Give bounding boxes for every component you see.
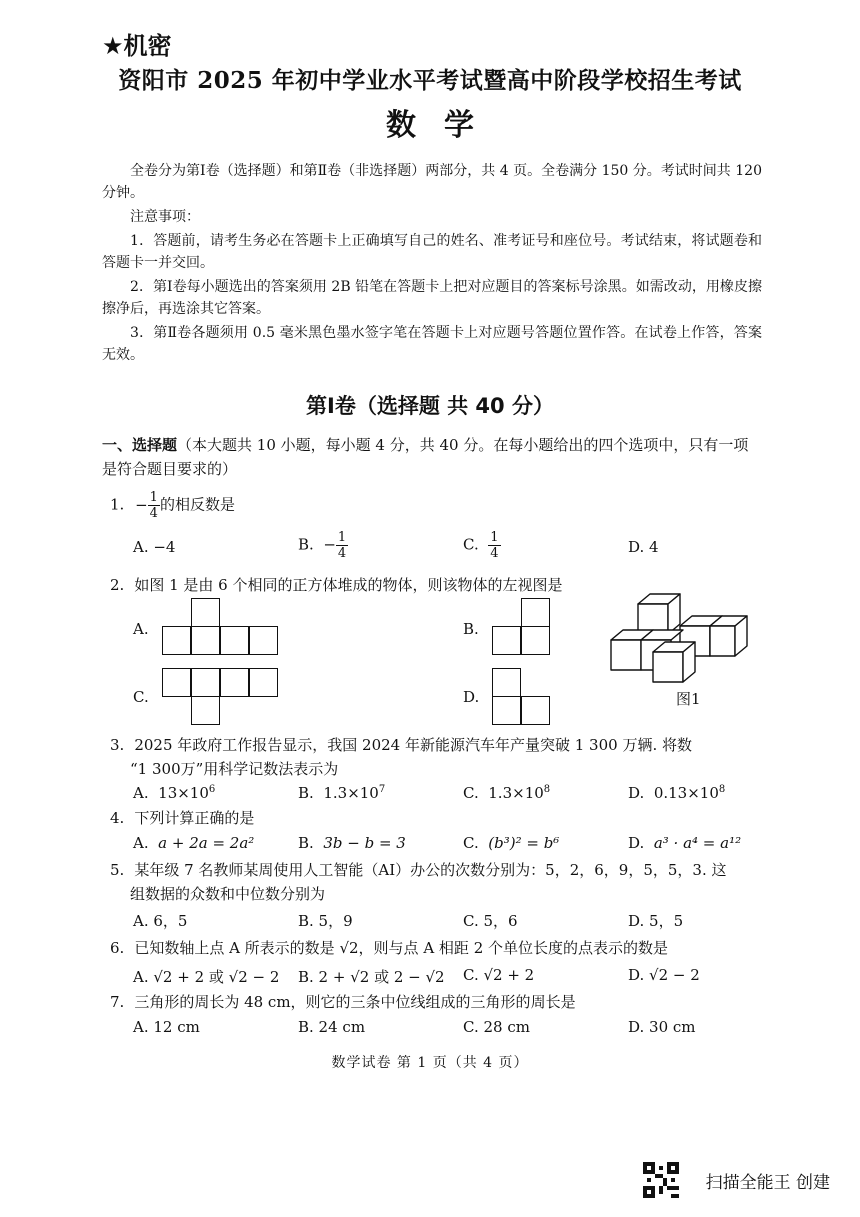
question-6: 6. 已知数轴上点 A 所表示的数是 √2，则与点 A 相距 2 个单位长度的点表示的数是 xyxy=(110,939,669,957)
intro-paragraph: 全卷分为第Ⅰ卷（选择题）和第Ⅱ卷（非选择题）两部分，共 4 页。全卷满分 150 分。考试时间共 120 分钟。 xyxy=(102,163,762,201)
q6-option-d: D. √2 − 2 xyxy=(628,966,700,984)
q4-option-b: B. 3b − b = 3 xyxy=(298,834,406,852)
scanner-watermark: 扫描全能王 创建 xyxy=(705,1173,830,1193)
q7-option-c: C. 28 cm xyxy=(463,1018,530,1036)
q3-option-d: D. $0.13\times 10^8$ xyxy=(628,784,726,802)
question-5-line-2: 组数据的众数和中位数分别为 xyxy=(130,885,326,903)
q2-option-a-label: A. xyxy=(133,620,149,638)
q5-option-d: D. 5，5 xyxy=(628,912,684,930)
note-2: 2．第Ⅰ卷每小题选出的答案须用 2B 铅笔在答题卡上把对应题目的答案标号涂黑。如需改动，用橡皮擦擦净后，再选涂其它答案。 xyxy=(102,279,762,317)
q6-option-b: B. 2 + √2 或 2 − √2 xyxy=(298,968,445,986)
question-7: 7. 三角形的周长为 48 cm，则它的三条中位线组成的三角形的周长是 xyxy=(110,993,576,1011)
subject-title: 数学 xyxy=(386,108,502,143)
q5-option-b: B. 5，9 xyxy=(298,912,353,930)
q4-option-a: A. a + 2a = 2a² xyxy=(133,834,255,852)
question-2: 2. 如图 1 是由 6 个相同的正方体堆成的物体，则该物体的左视图是 xyxy=(110,576,563,594)
q5-option-c: C. 5，6 xyxy=(463,912,518,930)
question-3-line-1: 3. 2025 年政府工作报告显示，我国 2024 年新能源汽车年产量突破 1 300 万辆. 将数 xyxy=(110,736,692,754)
question-4: 4. 下列计算正确的是 xyxy=(110,809,255,827)
q3-option-c: C. $1.3\times 10^8$ xyxy=(463,784,551,802)
confidential-mark: ★机密 xyxy=(102,32,172,60)
note-1: 1．答题前，请考生务必在答题卡上正确填写自己的姓名、准考证号和座位号。考试结束，将试题卷和答题卡一并交回。 xyxy=(102,233,762,271)
page-footer: 数学试卷 第 1 页（共 4 页） xyxy=(331,1055,529,1071)
question-1: 1. − $\frac{1}{4}$ 的相反数是 xyxy=(110,490,235,521)
q1-option-a: A. −4 xyxy=(133,538,176,556)
qr-code-icon xyxy=(643,1162,679,1198)
q2-option-c-figure xyxy=(162,668,282,728)
figure-1-cube-stack xyxy=(605,592,750,684)
question-3-line-2: “1 300万”用科学记数法表示为 xyxy=(130,760,339,778)
notes-label: 注意事项： xyxy=(130,209,200,225)
exam-title: 资阳市 2025 年初中学业水平考试暨高中阶段学校招生考试 xyxy=(118,67,742,94)
q2-option-b-label: B. xyxy=(463,620,479,638)
q7-option-a: A. 12 cm xyxy=(133,1018,200,1036)
q2-option-d-figure xyxy=(492,668,552,728)
q2-option-d-label: D. xyxy=(463,688,480,706)
part-description: 一、选择题（本大题共 10 小题，每小题 4 分，共 40 分。在每小题给出的四个选项中，只有一项是符合题目要求的） xyxy=(102,436,749,478)
q4-option-d: D. a³ · a⁴ = a¹² xyxy=(628,834,742,852)
q5-option-a: A. 6，5 xyxy=(133,912,188,930)
q6-option-a: A. √2 + 2 或 √2 − 2 xyxy=(133,968,280,986)
q7-option-b: B. 24 cm xyxy=(298,1018,366,1036)
q6-option-c: C. √2 + 2 xyxy=(463,966,535,984)
q2-option-c-label: C. xyxy=(133,688,149,706)
figure-1-caption: 图1 xyxy=(676,690,701,708)
q2-option-a-figure xyxy=(162,598,282,658)
q2-option-b-figure xyxy=(492,598,552,658)
q1-option-c: C. $\frac{1}{4}$ xyxy=(463,530,499,561)
q1-option-d: D. 4 xyxy=(628,538,659,556)
note-3: 3．第Ⅱ卷各题须用 0.5 毫米黑色墨水签字笔在答题卡上对应题号答题位置作答。在试卷上作答，答案无效。 xyxy=(102,325,762,363)
q3-option-b: B. $1.3\times 10^7$ xyxy=(298,784,386,802)
q3-option-a: A. $13\times 10^6$ xyxy=(133,784,216,802)
q1-option-b: B. − $\frac{1}{4}$ xyxy=(298,530,347,561)
q7-option-d: D. 30 cm xyxy=(628,1018,696,1036)
question-5-line-1: 5. 某年级 7 名教师某周使用人工智能（AI）办公的次数分别为：5，2，6，9，5，5，3. 这 xyxy=(110,861,727,879)
section-title: 第Ⅰ卷（选择题 共 40 分） xyxy=(306,394,554,418)
q4-option-c: C. (b³)² = b⁶ xyxy=(463,834,560,852)
